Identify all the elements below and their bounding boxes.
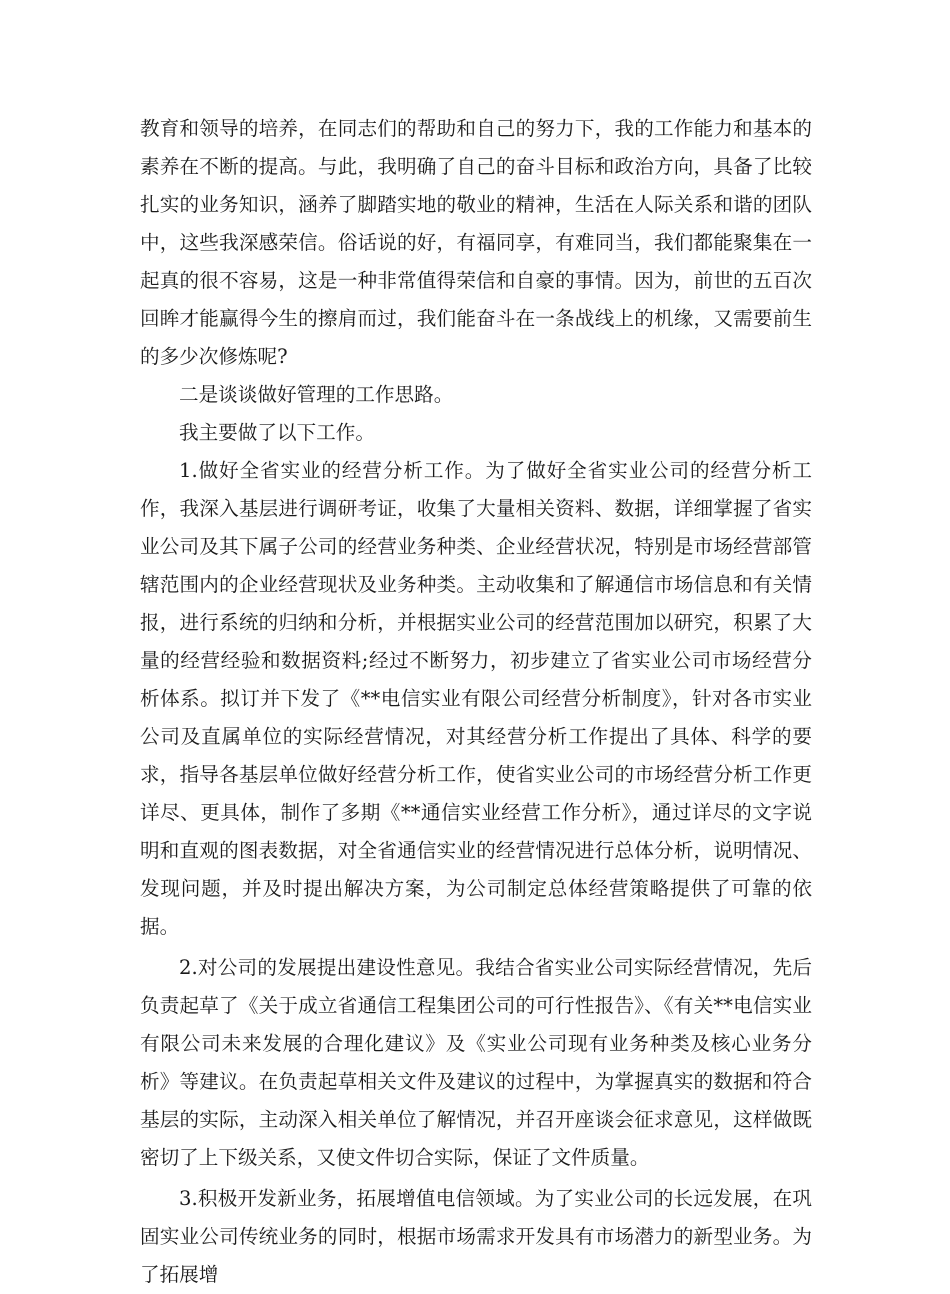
paragraph-continuation: 教育和领导的培养，在同志们的帮助和自己的努力下，我的工作能力和基本的素养在不断的提高。与此，我明确了自己的奋斗目标和政治方向，具备了比较扎实的业务知识，涵养了脚踏实地的敬业的精神，生活在人际关系和谐的团队中，这些我深感荣信。俗话说的好，有福同享，有难同当，我们都能聚集在一起真的很不容易，这是一种非常值得荣信和自豪的事情。因为，前世的五百次回眸才能赢得今生的擦肩而过，我们能奋斗在一条战线上的机缘，又需要前生的多少次修炼呢?: [140, 117, 812, 368]
paragraph-intro: 我主要做了以下工作。: [179, 421, 375, 444]
paragraph-item-3: 3.积极开发新业务，拓展增值电信领域。为了实业公司的长远发展，在巩固实业公司传统业务的同时，根据市场需求开发具有市场潜力的新型业务。为了拓展增: [140, 1187, 812, 1286]
paragraph-item-2: 2.对公司的发展提出建设性意见。我结合省实业公司实际经营情况，先后负责起草了《关于成立省通信工程集团公司的可行性报告》、《有关**电信实业有限公司未来发展的合理化建议》及《实业公司现有业务种类及核心业务分析》等建议。在负责起草相关文件及建议的过程中，为掌握真实的数据和符合基层的实际，主动深入相关单位了解情况，并召开座谈会征求意见，这样做既密切了上下级关系，又使文件切合实际，保证了文件质量。: [140, 956, 812, 1169]
paragraph-section-heading: 二是谈谈做好管理的工作思路。: [179, 383, 454, 406]
paragraph-item-1: 1.做好全省实业的经营分析工作。为了做好全省实业公司的经营分析工作，我深入基层进行调研考证，收集了大量相关资料、数据，详细掌握了省实业公司及其下属子公司的经营业务种类、企业经营状况，特别是市场经营部管辖范围内的企业经营现状及业务种类。主动收集和了解通信市场信息和有关情报，进行系统的归纳和分析，并根据实业公司的经营范围加以研究，积累了大量的经营经验和数据资料;经过不断努力，初步建立了省实业公司市场经营分析体系。拟订并下发了《**电信实业有限公司经营分析制度》，针对各市实业公司及直属单位的实际经营情况，对其经营分析工作提出了具体、科学的要求，指导各基层单位做好经营分析工作，使省实业公司的市场经营分析工作更详尽、更具体，制作了多期《**通信实业经营工作分析》，通过详尽的文字说明和直观的图表数据，对全省通信实业的经营情况进行总体分析，说明情况、发现问题，并及时提出解决方案，为公司制定总体经营策略提供了可靠的依据。: [140, 459, 812, 938]
document-body: [140, 110, 812, 1294]
